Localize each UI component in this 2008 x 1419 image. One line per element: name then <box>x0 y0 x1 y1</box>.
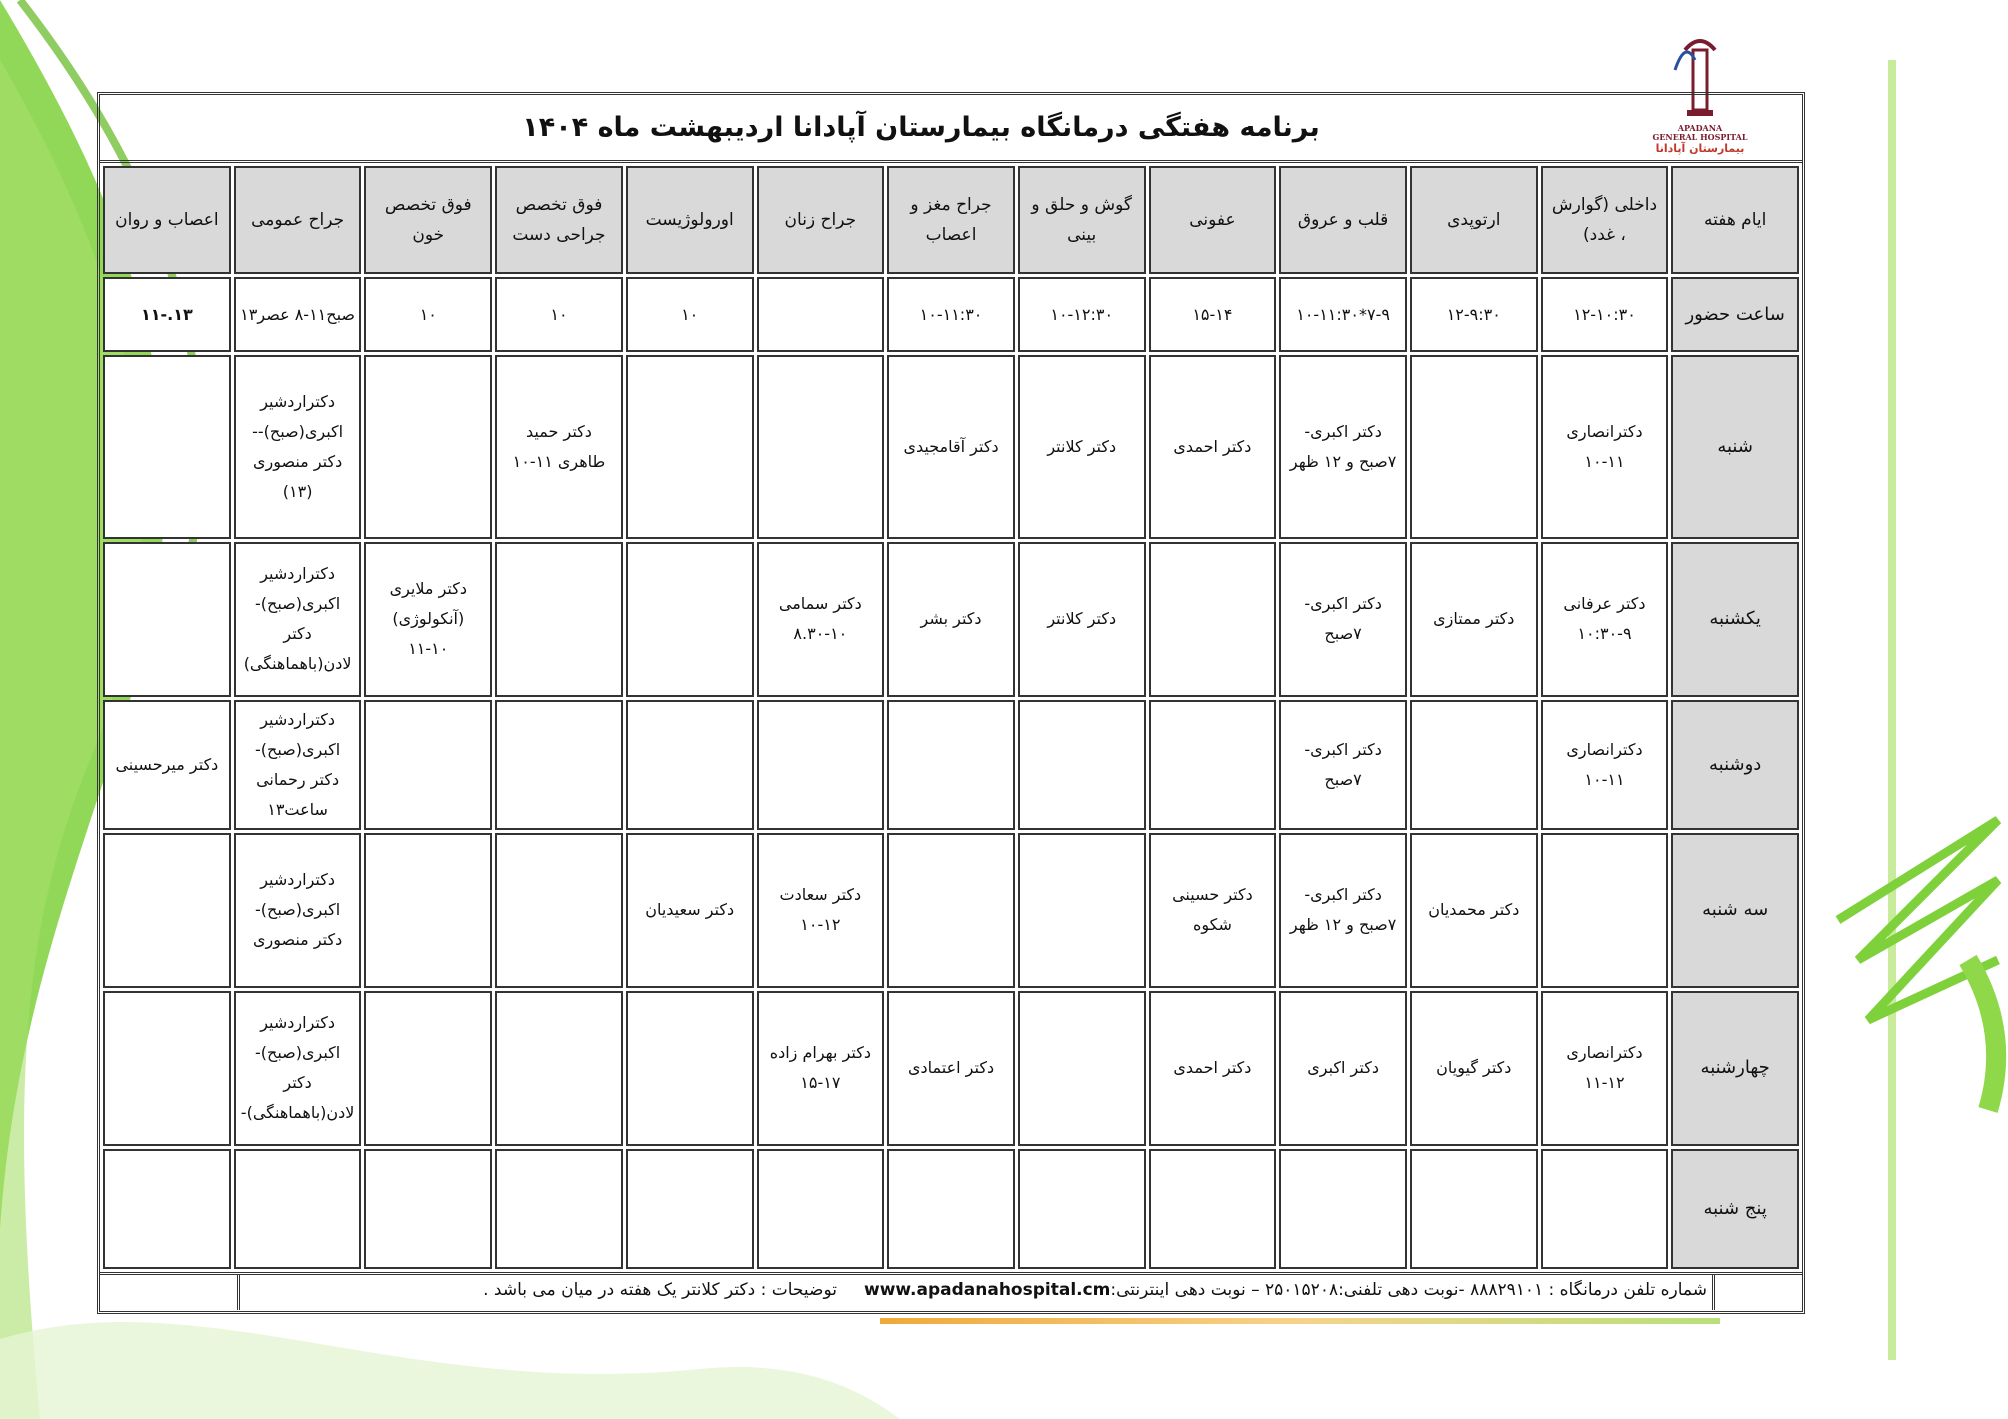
table-cell: دکتر احمدی <box>1149 991 1277 1146</box>
table-cell <box>495 1149 623 1269</box>
table-cell <box>364 833 492 988</box>
table-cell: دکتر آقامجیدی <box>887 355 1015 538</box>
header-cell: اعصاب و روان <box>103 166 231 274</box>
table-cell: دکتر سعیدیان <box>626 833 754 988</box>
table-cell: دکتر اکبری- ۷صبح <box>1279 542 1407 697</box>
table-cell <box>757 1149 885 1269</box>
table-cell: دکتر بشر <box>887 542 1015 697</box>
table-cell: ۷-۹*۱۰-۱۱:۳۰ <box>1279 277 1407 352</box>
header-cell: عفونی <box>1149 166 1277 274</box>
table-cell <box>495 833 623 988</box>
table-cell: ۱۵-۱۴ <box>1149 277 1277 352</box>
table-cell: ساعت حضور <box>1671 277 1799 352</box>
table-cell: ۱۰ <box>626 277 754 352</box>
header-cell: گوش و حلق و بینی <box>1018 166 1146 274</box>
table-cell: دکتر کلانتر <box>1018 542 1146 697</box>
table-cell <box>757 355 885 538</box>
table-cell <box>1410 1149 1538 1269</box>
table-cell: دکتر حسینی شکوه <box>1149 833 1277 988</box>
header-cell: جراح زنان <box>757 166 885 274</box>
table-cell: دکتر ممتازی <box>1410 542 1538 697</box>
title-bar <box>100 95 1802 163</box>
hours-row <box>103 277 1799 352</box>
table-cell: دکتر سعادت ۱۲-۱۰ <box>757 833 885 988</box>
table-cell: دکتر حمید طاهری ۱۱-۱۰ <box>495 355 623 538</box>
table-cell: دکتر میرحسینی <box>103 700 231 830</box>
bottom-accent-line <box>880 1318 1720 1324</box>
table-cell: دکتر عرفانی ۹-۱۰:۳۰ <box>1541 542 1669 697</box>
table-cell: دکتراردشیر اکبری(صبح)-- دکتر منصوری (۱۳) <box>234 355 362 538</box>
table-cell <box>364 991 492 1146</box>
header-cell: اورولوژیست <box>626 166 754 274</box>
table-cell <box>103 355 231 538</box>
table-cell <box>626 542 754 697</box>
table-cell: ۱۰ <box>364 277 492 352</box>
schedule-table <box>100 163 1802 1272</box>
header-cell: قلب و عروق <box>1279 166 1407 274</box>
logo-english-line2: GENERAL HOSPITAL <box>1652 132 1748 142</box>
table-cell <box>103 833 231 988</box>
footer-left-cell <box>100 1275 240 1310</box>
table-cell: ۱۲-۱۰:۳۰ <box>1541 277 1669 352</box>
table-cell <box>495 700 623 830</box>
header-cell: فوق تخصص خون <box>364 166 492 274</box>
header-cell: ارتوپدی <box>1410 166 1538 274</box>
table-cell: دکتر اکبری- ۷صبح و ۱۲ ظهر <box>1279 833 1407 988</box>
green-zigzag-decoration <box>1828 60 2008 1360</box>
table-cell <box>103 991 231 1146</box>
table-cell: چهارشنبه <box>1671 991 1799 1146</box>
header-cell: ایام هفته <box>1671 166 1799 274</box>
table-cell: ۱۰-۱۲:۳۰ <box>1018 277 1146 352</box>
table-cell <box>103 542 231 697</box>
table-cell <box>1149 542 1277 697</box>
table-cell: ۱۰ <box>495 277 623 352</box>
table-cell <box>887 700 1015 830</box>
table-cell <box>364 1149 492 1269</box>
table-cell: شنبه <box>1671 355 1799 538</box>
table-cell <box>364 355 492 538</box>
logo-persian-name: بیمارستان آپادانا <box>1655 142 1745 155</box>
table-row <box>103 991 1799 1146</box>
table-row <box>103 1149 1799 1269</box>
footer-phone: شماره تلفن درمانگاه : ۸۸۸۲۹۱۰۱ -نوبت دهی تلفنی:۲۵۰۱۵۲۰۸ – نوبت دهی اینترنتی: <box>1110 1280 1707 1300</box>
table-cell: پنج شنبه <box>1671 1149 1799 1269</box>
table-cell <box>1018 991 1146 1146</box>
table-cell: دوشنبه <box>1671 700 1799 830</box>
table-cell <box>626 700 754 830</box>
table-cell: دکتر اعتمادی <box>887 991 1015 1146</box>
table-cell <box>1018 833 1146 988</box>
table-cell: دکتراردشیر اکبری(صبح)- دکتر لادن(باهماهنگی)- <box>234 991 362 1146</box>
table-cell: دکتر اکبری <box>1279 991 1407 1146</box>
table-cell <box>1149 1149 1277 1269</box>
table-cell: ۱۰-۱۱:۳۰ <box>887 277 1015 352</box>
table-cell: دکتراردشیر اکبری(صبح)- دکتر منصوری <box>234 833 362 988</box>
table-cell: دکترانصاری ۱۲-۱۱ <box>1541 991 1669 1146</box>
header-cell: داخلی (گوارش ، غدد) <box>1541 166 1669 274</box>
table-cell <box>495 542 623 697</box>
table-cell: یکشنبه <box>1671 542 1799 697</box>
table-cell: سه شنبه <box>1671 833 1799 988</box>
table-cell <box>103 1149 231 1269</box>
footer <box>100 1272 1802 1310</box>
table-cell: صبح۱۱-۸ عصر۱۳ <box>234 277 362 352</box>
table-cell <box>626 1149 754 1269</box>
table-cell <box>1410 355 1538 538</box>
table-cell <box>887 833 1015 988</box>
table-cell: دکتر محمدیان <box>1410 833 1538 988</box>
table-cell: دکتر اکبری- ۷صبح <box>1279 700 1407 830</box>
table-cell: دکترانصاری ۱۱-۱۰ <box>1541 700 1669 830</box>
table-cell <box>1541 833 1669 988</box>
table-cell <box>1541 1149 1669 1269</box>
table-cell <box>1279 1149 1407 1269</box>
table-cell: دکتر ملایری (آنکولوژی) ۱۰-۱۱ <box>364 542 492 697</box>
table-cell <box>1410 700 1538 830</box>
table-cell: دکتر سمامی ۱۰-۸.۳۰ <box>757 542 885 697</box>
table-cell: دکتراردشیر اکبری(صبح)- دکتر لادن(باهماهنگی) <box>234 542 362 697</box>
table-row <box>103 355 1799 538</box>
table-cell: دکتر اکبری- ۷صبح و ۱۲ ظهر <box>1279 355 1407 538</box>
table-cell <box>626 355 754 538</box>
table-cell <box>1018 700 1146 830</box>
table-row <box>103 700 1799 830</box>
table-cell <box>234 1149 362 1269</box>
footer-note: توضیحات : دکتر کلانتر یک هفته در میان می باشد . <box>483 1280 837 1300</box>
table-header-row <box>103 166 1799 274</box>
table-cell: ۱۲-۹:۳۰ <box>1410 277 1538 352</box>
header-cell: جراح عمومی <box>234 166 362 274</box>
header-cell: جراح مغز و اعصاب <box>887 166 1015 274</box>
table-cell: دکتراردشیر اکبری(صبح)- دکتر رحمانی ساعت۱۳ <box>234 700 362 830</box>
table-cell <box>364 700 492 830</box>
table-cell: دکتر گیویان <box>1410 991 1538 1146</box>
footer-website-link[interactable]: www.apadanahospital.cm <box>864 1280 1111 1300</box>
table-cell: دکتر کلانتر <box>1018 355 1146 538</box>
logo-english-line1: APADANA <box>1677 123 1723 133</box>
table-cell <box>1149 700 1277 830</box>
table-cell <box>1018 1149 1146 1269</box>
header-cell: فوق تخصص جراحی دست <box>495 166 623 274</box>
table-cell <box>887 1149 1015 1269</box>
table-cell <box>626 991 754 1146</box>
table-cell <box>757 700 885 830</box>
footer-text <box>250 1280 1707 1300</box>
table-cell <box>495 991 623 1146</box>
table-row <box>103 833 1799 988</box>
table-cell: دکتر بهرام زاده ۱۷-۱۵ <box>757 991 885 1146</box>
footer-right-cell <box>1712 1275 1802 1310</box>
table-row <box>103 542 1799 697</box>
table-cell: دکتر احمدی <box>1149 355 1277 538</box>
table-cell: دکترانصاری ۱۱-۱۰ <box>1541 355 1669 538</box>
table-cell: ۱۳.-۱۱ <box>103 277 231 352</box>
page-title: برنامه هفتگی درمانگاه بیمارستان آپادانا اردیبهشت ماه ۱۴۰۴ <box>522 112 1320 143</box>
table-cell <box>757 277 885 352</box>
